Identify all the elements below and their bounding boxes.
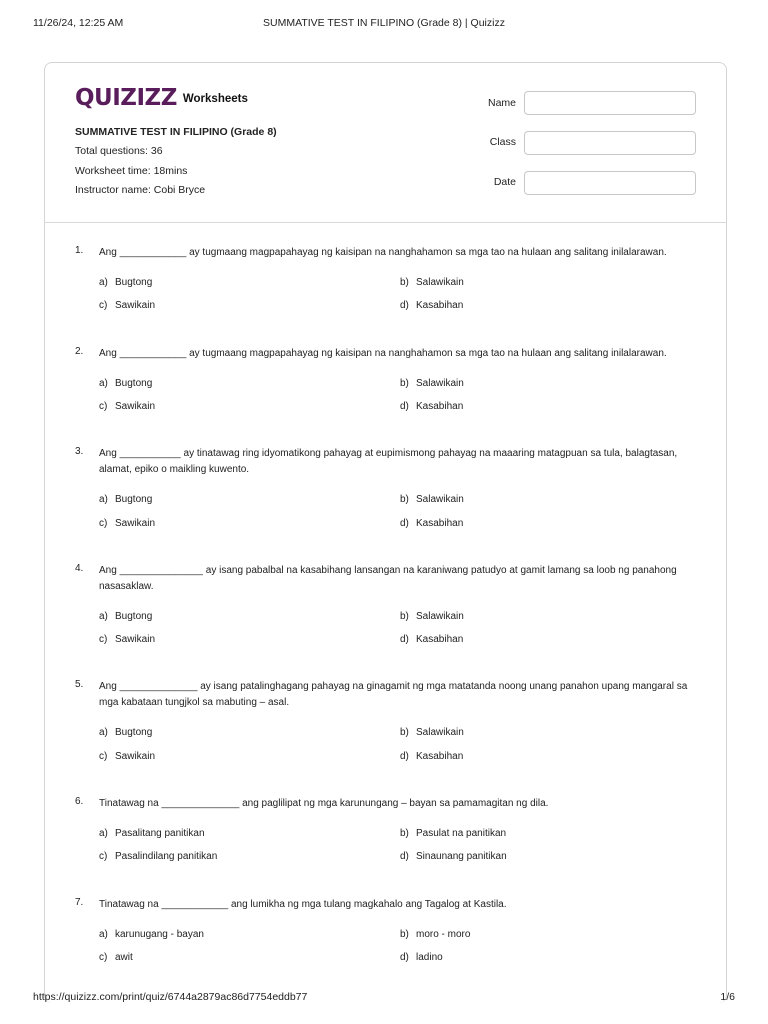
option-letter: b) bbox=[400, 727, 409, 738]
option-letter: b) bbox=[400, 378, 409, 389]
option-text: Kasabihan bbox=[416, 401, 464, 412]
question-text: Tinatawag na ______________ ang paglilipat ng mga karunungang – bayan sa pamamagitan ng dila. bbox=[99, 798, 549, 809]
question-number: 3. bbox=[75, 446, 84, 457]
option-letter: c) bbox=[99, 851, 108, 862]
option-letter: c) bbox=[99, 518, 108, 529]
option-letter: a) bbox=[99, 727, 108, 738]
option-d[interactable] bbox=[400, 751, 463, 762]
option-text: Bugtong bbox=[115, 727, 153, 738]
option-d[interactable] bbox=[400, 401, 463, 412]
option-letter: d) bbox=[400, 518, 409, 529]
option-d[interactable] bbox=[400, 851, 507, 862]
option-a[interactable] bbox=[99, 611, 152, 622]
option-letter: b) bbox=[400, 929, 409, 940]
option-letter: c) bbox=[99, 634, 108, 645]
option-text: Salawikain bbox=[416, 494, 464, 505]
option-b[interactable] bbox=[400, 494, 464, 505]
option-c[interactable] bbox=[99, 518, 155, 529]
option-letter: b) bbox=[400, 611, 409, 622]
option-d[interactable] bbox=[400, 634, 463, 645]
question-number: 6. bbox=[75, 796, 84, 807]
instructor-name: Instructor name: Cobi Bryce bbox=[75, 184, 206, 196]
option-text: Kasabihan bbox=[416, 634, 464, 645]
date-field[interactable] bbox=[524, 171, 696, 195]
worksheet-card bbox=[44, 62, 727, 1003]
option-text: Kasabihan bbox=[416, 751, 464, 762]
worksheet-title: SUMMATIVE TEST IN FILIPINO (Grade 8) bbox=[75, 126, 277, 138]
page-number: 1/6 bbox=[720, 991, 735, 1003]
option-b[interactable] bbox=[400, 378, 464, 389]
option-text: awit bbox=[115, 952, 133, 963]
option-text: Kasabihan bbox=[416, 300, 464, 311]
question-number: 1. bbox=[75, 245, 84, 256]
question-number: 2. bbox=[75, 346, 84, 357]
question-text: Ang _______________ ay isang pabalbal na kasabihang lansangan na karaniwang patudyo at gamit lamang sa loob ng panahong nasasaklaw. bbox=[99, 565, 677, 592]
option-letter: a) bbox=[99, 611, 108, 622]
option-d[interactable] bbox=[400, 952, 443, 963]
print-datetime: 11/26/24, 12:25 AM bbox=[33, 17, 124, 29]
option-letter: d) bbox=[400, 851, 409, 862]
option-d[interactable] bbox=[400, 300, 463, 311]
option-b[interactable] bbox=[400, 727, 464, 738]
option-a[interactable] bbox=[99, 929, 204, 940]
question-text: Ang ____________ ay tugmaang magpapahayag ng kaisipan na nanghahamon sa mga tao na hulaan ang salitang inilalarawan. bbox=[99, 247, 667, 258]
option-text: Sawikain bbox=[115, 300, 156, 311]
option-letter: a) bbox=[99, 277, 108, 288]
option-letter: d) bbox=[400, 952, 409, 963]
option-letter: c) bbox=[99, 401, 108, 412]
option-c[interactable] bbox=[99, 634, 155, 645]
option-letter: a) bbox=[99, 828, 108, 839]
option-a[interactable] bbox=[99, 828, 205, 839]
name-field[interactable] bbox=[524, 91, 696, 115]
option-letter: d) bbox=[400, 401, 409, 412]
name-label: Name bbox=[487, 97, 516, 109]
option-text: Salawikain bbox=[416, 611, 464, 622]
option-c[interactable] bbox=[99, 300, 155, 311]
option-a[interactable] bbox=[99, 727, 152, 738]
option-text: Pasulat na panitikan bbox=[416, 828, 507, 839]
option-d[interactable] bbox=[400, 518, 463, 529]
option-b[interactable] bbox=[400, 277, 464, 288]
option-letter: d) bbox=[400, 300, 409, 311]
option-text: Bugtong bbox=[115, 611, 153, 622]
option-text: Salawikain bbox=[416, 277, 464, 288]
option-b[interactable] bbox=[400, 929, 470, 940]
option-letter: c) bbox=[99, 751, 108, 762]
option-letter: b) bbox=[400, 494, 409, 505]
option-text: karunugang - bayan bbox=[115, 929, 204, 940]
question-number: 4. bbox=[75, 563, 84, 574]
option-text: Kasabihan bbox=[416, 518, 464, 529]
option-text: Bugtong bbox=[115, 378, 153, 389]
option-letter: b) bbox=[400, 828, 409, 839]
option-letter: d) bbox=[400, 634, 409, 645]
logo-subtitle: Worksheets bbox=[182, 93, 248, 105]
option-text: Sawikain bbox=[115, 518, 156, 529]
class-label: Class bbox=[489, 136, 516, 148]
option-letter: c) bbox=[99, 300, 108, 311]
option-text: Sawikain bbox=[115, 751, 156, 762]
option-a[interactable] bbox=[99, 277, 152, 288]
option-letter: a) bbox=[99, 929, 108, 940]
option-text: ladino bbox=[416, 952, 443, 963]
print-footer bbox=[33, 991, 735, 1007]
print-url: https://quizizz.com/print/quiz/6744a2879ac86d7754eddb77 bbox=[33, 991, 308, 1003]
quizizz-logo bbox=[75, 85, 248, 111]
option-text: Bugtong bbox=[115, 277, 153, 288]
total-questions: Total questions: 36 bbox=[75, 145, 163, 157]
option-text: Sawikain bbox=[115, 634, 156, 645]
class-field[interactable] bbox=[524, 131, 696, 155]
option-c[interactable] bbox=[99, 751, 155, 762]
question-text: Ang ____________ ay tugmaang magpapahayag ng kaisipan na nanghahamon sa mga tao na hulaan ang salitang inilalarawan. bbox=[99, 348, 667, 359]
option-text: Pasalitang panitikan bbox=[115, 828, 205, 839]
option-text: Pasalindilang panitikan bbox=[115, 851, 218, 862]
question-number: 5. bbox=[75, 679, 84, 690]
option-text: Sinaunang panitikan bbox=[416, 851, 507, 862]
date-label: Date bbox=[493, 176, 516, 188]
question-text: Ang ______________ ay isang patalinghagang pahayag na ginagamit ng mga matatanda noong unang panahon upang mangaral sa mga kabataan tungjkol sa mabuting – asal. bbox=[99, 681, 688, 708]
option-letter: d) bbox=[400, 751, 409, 762]
option-c[interactable] bbox=[99, 401, 155, 412]
worksheet-header bbox=[45, 63, 726, 223]
option-letter: a) bbox=[99, 494, 108, 505]
option-text: Salawikain bbox=[416, 727, 464, 738]
option-text: Sawikain bbox=[115, 401, 156, 412]
option-text: Salawikain bbox=[416, 378, 464, 389]
worksheet-time: Worksheet time: 18mins bbox=[75, 165, 188, 177]
question-text: Ang ___________ ay tinatawag ring idyomatikong pahayag at eupimismong pahayag na maaaring matagpuan sa tula, balagtasan, alamat, epiko o maikling kuwento. bbox=[99, 448, 678, 475]
option-c[interactable] bbox=[99, 851, 217, 862]
option-b[interactable] bbox=[400, 611, 464, 622]
print-header bbox=[33, 17, 735, 33]
option-text: Bugtong bbox=[115, 494, 153, 505]
option-text: moro - moro bbox=[416, 929, 471, 940]
option-letter: b) bbox=[400, 277, 409, 288]
option-letter: a) bbox=[99, 378, 108, 389]
option-a[interactable] bbox=[99, 494, 152, 505]
option-c[interactable] bbox=[99, 952, 133, 963]
logo-wordmark: QUIZIZZ bbox=[75, 85, 177, 111]
option-a[interactable] bbox=[99, 378, 152, 389]
question-number: 7. bbox=[75, 897, 84, 908]
option-b[interactable] bbox=[400, 828, 506, 839]
print-title: SUMMATIVE TEST IN FILIPINO (Grade 8) | Quizizz bbox=[263, 17, 505, 29]
question-text: Tinatawag na ____________ ang lumikha ng mga tulang magkahalo ang Tagalog at Kastila. bbox=[99, 899, 507, 910]
option-letter: c) bbox=[99, 952, 108, 963]
